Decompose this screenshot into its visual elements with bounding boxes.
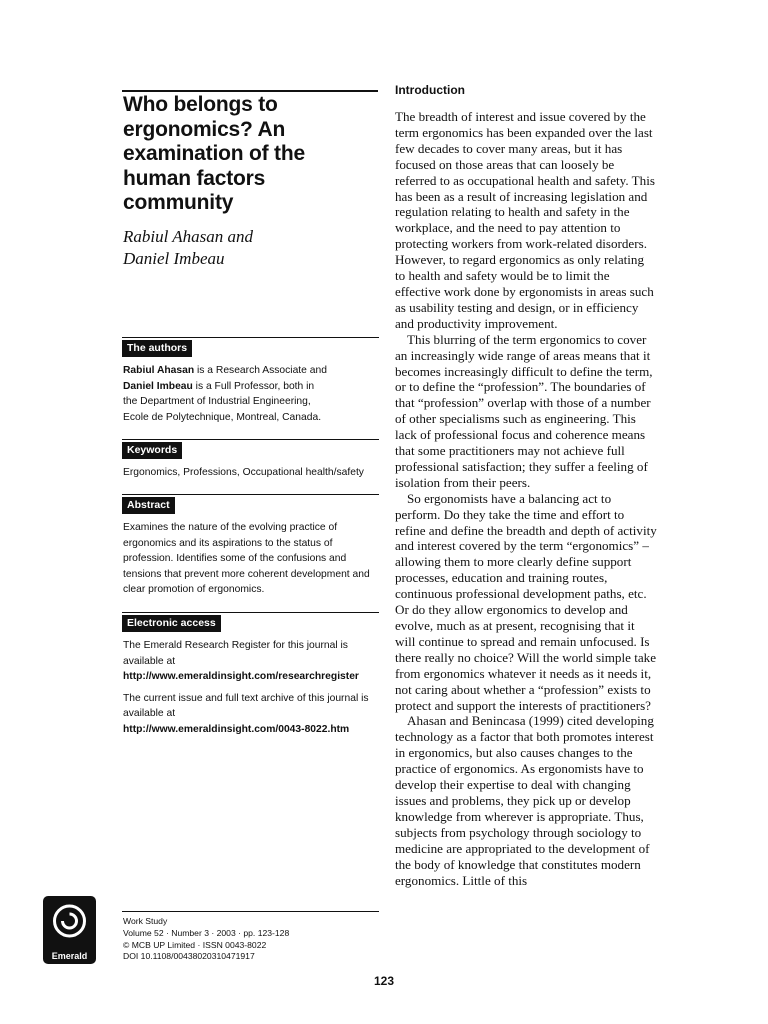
electronic-access-section xyxy=(122,612,379,737)
authors-text xyxy=(123,363,379,425)
title-rule xyxy=(122,90,378,92)
journal-doi: DOI 10.1108/00438020310471917 xyxy=(123,951,255,962)
paragraph: This blurring of the term ergonomics to cover an increasingly wide range of areas means that it becomes increasingly difficult to define the term, or to define the “profession”. The boundaries of that “profession” overlap with those of a number of other specialisms such as engineering. This lack of professional focus and coherence means that some practitioners may not achieve full professional satisfaction; they suffer a feeling of isolation from their peers. xyxy=(395,331,653,490)
electronic-access-text xyxy=(123,638,379,737)
abstract-section xyxy=(122,494,379,598)
journal-publisher: © MCB UP Limited · ISSN 0043-8022 xyxy=(123,939,267,950)
author-desc-2: is a Full Professor, both in xyxy=(192,380,315,392)
register-text: The Emerald Research Register for this journal is available at xyxy=(123,640,348,667)
introduction-body xyxy=(395,109,657,888)
journal-name: Work Study xyxy=(123,916,168,926)
author-line-2: Daniel Imbeau xyxy=(123,249,225,268)
author-affiliation-2: Ecole de Polytechnique, Montreal, Canada. xyxy=(123,411,322,423)
author-affiliation-1: the Department of Industrial Engineering, xyxy=(123,396,311,407)
journal-footer xyxy=(123,916,379,963)
author-name-2: Daniel Imbeau xyxy=(123,380,193,392)
section-rule xyxy=(122,439,379,440)
logo-text: Emerald xyxy=(51,951,88,961)
archive-link[interactable]: http://www.emeraldinsight.com/0043-8022.htm xyxy=(123,723,350,735)
section-label-electronic-access: Electronic access xyxy=(122,615,221,632)
paragraph: Ahasan and Benincasa (1999) cited developing technology as a factor that both promotes interest in ergonomics, but also causes changes to the practice of ergonomics. As ergonomists have to develop their expertise to deal with changing issues and problems, they pick up or develop knowledge from wherever is appropriate. Thus, subjects from psychology through sociology to medicine are appropriated to the development of the body of knowledge that constitutes modern ergonomics. Little of this xyxy=(395,713,654,888)
article-title: Who belongs to ergonomics? An examination of the human factors community xyxy=(123,93,305,214)
emerald-logo xyxy=(43,896,96,964)
keywords-text: Ergonomics, Professions, Occupational health/safety xyxy=(123,467,364,478)
page-number: 123 xyxy=(373,974,395,988)
author-names xyxy=(123,226,378,270)
keywords-section xyxy=(122,439,379,481)
authors-section xyxy=(122,337,379,425)
footer-rule xyxy=(122,911,379,912)
introduction-heading: Introduction xyxy=(395,83,465,97)
register-link[interactable]: http://www.emeraldinsight.com/researchregister xyxy=(123,671,359,682)
section-label-abstract: Abstract xyxy=(122,497,175,514)
section-rule xyxy=(122,494,379,495)
paragraph: The breadth of interest and issue covered by the term ergonomics has been expanded over the last few decades to cover many areas, but it has focused on those areas that can loosely be referred to as occupational health and safety. This has been as a result of increasing legislation and regulation relating to health and safety in the workplace, and the need to pay attention to protecting workers from work-related disorders. However, to regard ergonomics as only relating to health and safety would be to limit the effective work done by ergonomists in areas such as usability testing and design, or in efficiency and productivity improvement. xyxy=(395,109,655,331)
section-rule xyxy=(122,337,379,338)
emerald-swirl-icon xyxy=(43,896,96,946)
author-name-1: Rabiul Ahasan xyxy=(123,365,195,376)
archive-text: The current issue and full text archive of this journal is available at xyxy=(123,692,369,719)
paragraph: So ergonomists have a balancing act to perform. Do they take the time and effort to refine and define the breadth and depth of activity and interest covered by the term “ergonomics” – allowing them to more clearly define support processes, education and training routes, continuous professional development paths, etc. Or do they allow ergonomics to develop and evolve, much as at present, recognising that it will continue to spread and remain unfocused. Is there really no choice? Will the world simple take from ergonomics whatever it needs as it needs it, not caring about whether a “profession” exists to protect and support the interests of practitioners? xyxy=(395,490,657,713)
author-line-1: Rabiul Ahasan and xyxy=(123,227,254,246)
section-rule xyxy=(122,612,379,613)
section-label-authors: The authors xyxy=(122,340,192,357)
author-desc-1: is a Research Associate and xyxy=(194,365,327,376)
journal-volume: Volume 52 · Number 3 · 2003 · pp. 123-128 xyxy=(123,927,290,938)
section-label-keywords: Keywords xyxy=(122,442,182,459)
abstract-text: Examines the nature of the evolving practice of ergonomics and its aspirations to the status of profession. Identifies some of the confusions and tensions that prevent more coherent development and clear promotion of ergonomics. xyxy=(123,522,370,595)
